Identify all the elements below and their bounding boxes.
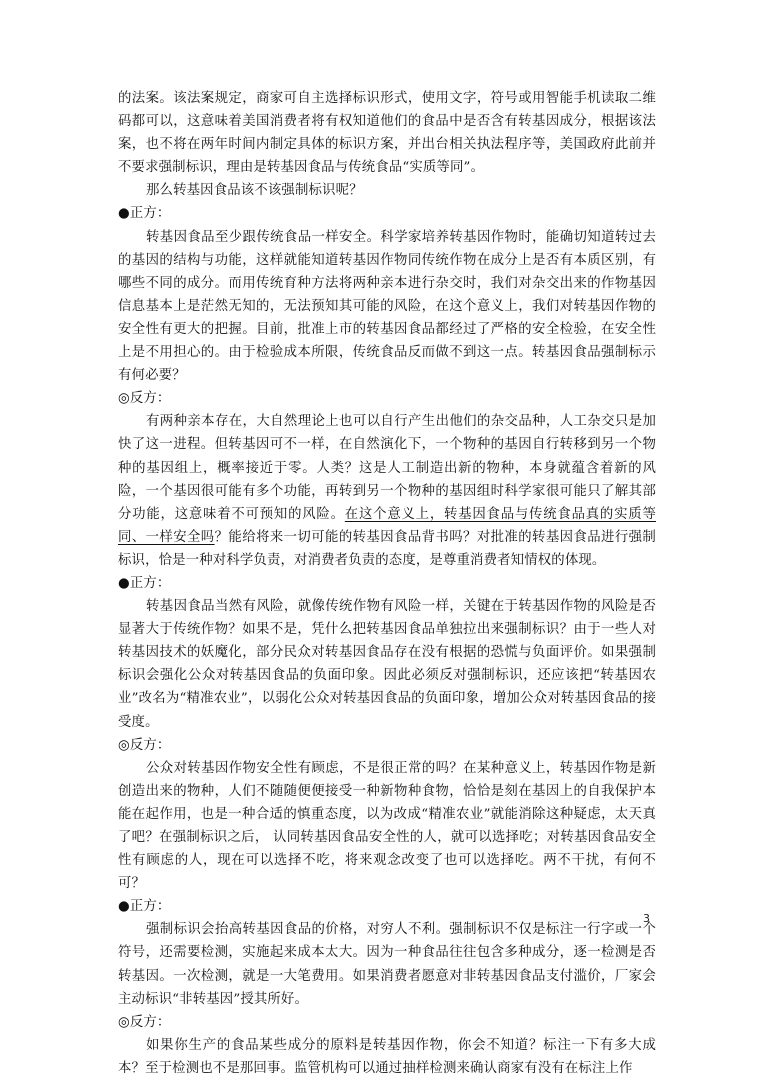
- paragraph-continuation: 的法案。该法案规定，商家可自主选择标识形式，使用文字，符号或用智能手机读取二维码都可以，这意味着美国消费者将有权知道他们的食品中是否含有转基因成分，根据该法案，也不将在两年时间内制定具体的标识方案，并出台相关执法程序等，美国政府此前并不要求强制标识，理由是转基因食品与传统食品“实质等同”。: [118, 91, 656, 176]
- paragraph-con-3: 如果你生产的食品某些成分的原料是转基因作物，你会不知道？标注一下有多大成本？至于检测也不是那回事。监管机构可以通过抽样检测来确认商家有没有在标注上作: [118, 1037, 656, 1076]
- label-con: ◎反方：: [118, 1014, 171, 1030]
- page-number: 3: [643, 912, 650, 925]
- paragraph-con-1-before: 有两种亲本存在，大自然理论上也可以自行产生出他们的杂交品种，人工杂交只是加快了这一进程。但转基因可不一样，在自然演化下，一个物种的基因自行转移到另一个物种的基因组上，概率接近于零。人类？这是人工制造出新的物种，本身就蕴含着新的风险，一个基因很可能有多个功能，再转到另一个物种的基因组时科学家很可能只了解其部分功能，这意味着不可预知的风险。: [118, 414, 656, 522]
- paragraph-con-1-after: ？能给将来一切可能的转基因食品背书吗？对批准的转基因食品进行强制标识，恰是一种对科学负责，对消费者负责的态度，是尊重消费者知情权的体现。: [118, 529, 656, 568]
- paragraph-pro-2: 转基因食品当然有风险，就像传统作物有风险一样，关键在于转基因作物的风险是否显著大于传统作物？如果不是，凭什么把转基因食品单独拉出来强制标识？由于一些人对转基因技术的妖魔化，部分民众对转基因食品存在没有根据的恐慌与负面评价。如果强制标识会强化公众对转基因食品的负面印象。因此必须反对强制标识，还应该把“转基因农业”改名为“精准农业”，以弱化公众对转基因食品的负面印象，增加公众对转基因食品的接受度。: [118, 599, 656, 730]
- paragraph-pro-3: 强制标识会抬高转基因食品的价格，对穷人不利。强制标识不仅是标注一行字或一个符号，还需要检测，实施起来成本太大。因为一种食品往往包含多种成分，逐一检测是否转基因。一次检测，就是一大笔费用。如果消费者愿意对非转基因食品支付滥价，厂家会主动标识“非转基因”授其所好。: [118, 922, 656, 1007]
- paragraph-question: 那么转基因食品该不该强制标识呢？: [146, 183, 363, 199]
- underlined-question: 在这个意义上，转基因食品与传统食品真的实质等同、一样安全吗: [118, 506, 656, 545]
- document-body: [118, 87, 656, 1080]
- label-pro: ●正方：: [118, 206, 171, 222]
- label-con: ◎反方：: [118, 737, 171, 753]
- label-pro: ●正方：: [118, 575, 171, 591]
- label-con: ◎反方：: [118, 391, 171, 407]
- paragraph-con-1: [118, 410, 656, 572]
- paragraph-pro-1: 转基因食品至少跟传统食品一样安全。科学家培养转基因作物时，能确切知道转过去的基因的结构与功能，这样就能知道转基因作物同传统作物在成分上是否有本质区别，有哪些不同的成分。而用传统育种方法将两种亲本进行杂交时，我们对杂交出来的作物基因信息基本上是茫然无知的，无法预知其可能的风险，在这个意义上，我们对转基因作物的安全性有更大的把握。目前，批准上市的转基因食品都经过了严格的安全检验，在安全性上是不用担心的。由于检验成本所限，传统食品反而做不到这一点。转基因食品强制标示有何必要？: [118, 229, 656, 384]
- paragraph-con-2: 公众对转基因作物安全性有顾虑，不是很正常的吗？在某种意义上，转基因作物是新创造出来的物种，人们不随随便便接受一种新物种食物，恰恰是刻在基因上的自我保护本能在起作用，也是一种合适的慎重态度，以为改成“精准农业”就能消除这种疑虑，太天真了吧？在强制标识之后， 认同转基因食品安全性的人，就可以选择吃；对转基因食品安全性有顾虑的人，现在可以选择不吃，将来观念改变了也可以选择吃。两不干扰，有何不可？: [118, 760, 656, 892]
- label-pro: ●正方：: [118, 899, 171, 915]
